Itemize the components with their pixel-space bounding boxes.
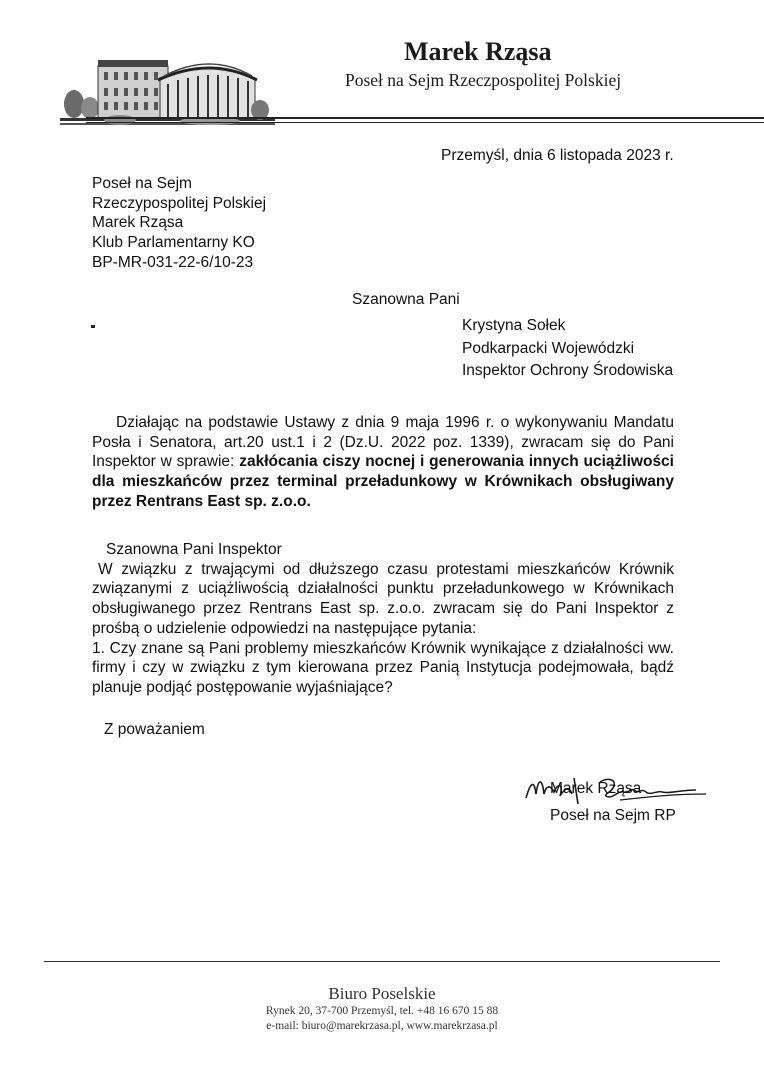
sender-line: Klub Parlamentarny KO — [92, 234, 255, 252]
recipient-line: Inspektor Ochrony Środowiska — [462, 362, 674, 379]
header-divider — [86, 117, 764, 119]
signatory-role: Poseł na Sejm RP — [550, 807, 676, 824]
letterhead-name: Marek Rząsa — [404, 37, 552, 66]
paragraph-subject: zakłócania ciszy nocnej i generowania innych uciążliwości dla mieszkańców przez terminal przeładunkowy w Krównikach obsługiwany przez Rentrans East sp. z.o.o. — [92, 453, 674, 510]
stray-mark — [91, 325, 95, 328]
sender-line: Marek Rząsa — [92, 214, 184, 232]
footer-divider — [44, 961, 720, 962]
closing: Z poważaniem — [104, 721, 205, 738]
body-paragraph-1 — [92, 413, 674, 512]
sender-line: Rzeczypospolitej Polskiej — [92, 194, 267, 212]
sender-block — [92, 174, 266, 273]
paragraph-text: Działając na podstawie Ustawy z dnia 9 maja 1996 r. o wykonywaniu Mandatu Posła i Senatora, art.20 ust.1 i 2 (Dz.U. 2022 poz. 1339), zwracam się do Pani Inspektor w sprawie: — [92, 414, 674, 471]
paragraph-text: W związku z trwającymi od dłuższego czasu protestami mieszkańców Krównik związanymi z uciążliwością działalności punktu przeładunkowego w Krównikach obsługiwanego przez Rentrans East sp. z.o.o. zwracam się do Pani Inspektor z prośbą o udzielenie odpowiedzi na następujące pytania: — [92, 560, 674, 637]
salutation: Szanowna Pani — [352, 291, 460, 308]
date-line: Przemyśl, dnia 6 listopada 2023 r. — [441, 147, 674, 164]
footer-contact — [0, 1004, 764, 1034]
header-divider-thin — [86, 122, 764, 123]
signatory-name: Marek Rząsa — [550, 780, 642, 797]
sender-line: Poseł na Sejm — [92, 175, 192, 192]
recipient-name: Krystyna Sołek — [462, 317, 566, 334]
inner-greeting: Szanowna Pani Inspektor — [106, 541, 282, 558]
recipient-block — [462, 315, 673, 383]
sejm-building-icon — [60, 38, 275, 153]
letterhead-title: Poseł na Sejm Rzeczpospolitej Polskiej — [345, 70, 622, 90]
recipient-line: Podkarpacki Wojewódzki — [462, 339, 635, 357]
body-paragraph-2 — [92, 540, 674, 698]
footer-title: Biuro Poselskie — [328, 984, 436, 1003]
question-item: 1. Czy znane są Pani problemy mieszkańców Krównik wynikające z działalności ww. firmy i czy w związku z tym kierowana przez Panią Instytucja podejmowała, bądź planuje podjąć postępowanie wyjaśniające? — [92, 639, 674, 696]
footer-email-web: e-mail: biuro@marekrzasa.pl, www.marekrzasa.pl — [266, 1020, 498, 1032]
footer-address: Rynek 20, 37-700 Przemyśl, tel. +48 16 670 15 88 — [265, 1005, 499, 1017]
reference-number: BP-MR-031-22-6/10-23 — [92, 253, 254, 271]
